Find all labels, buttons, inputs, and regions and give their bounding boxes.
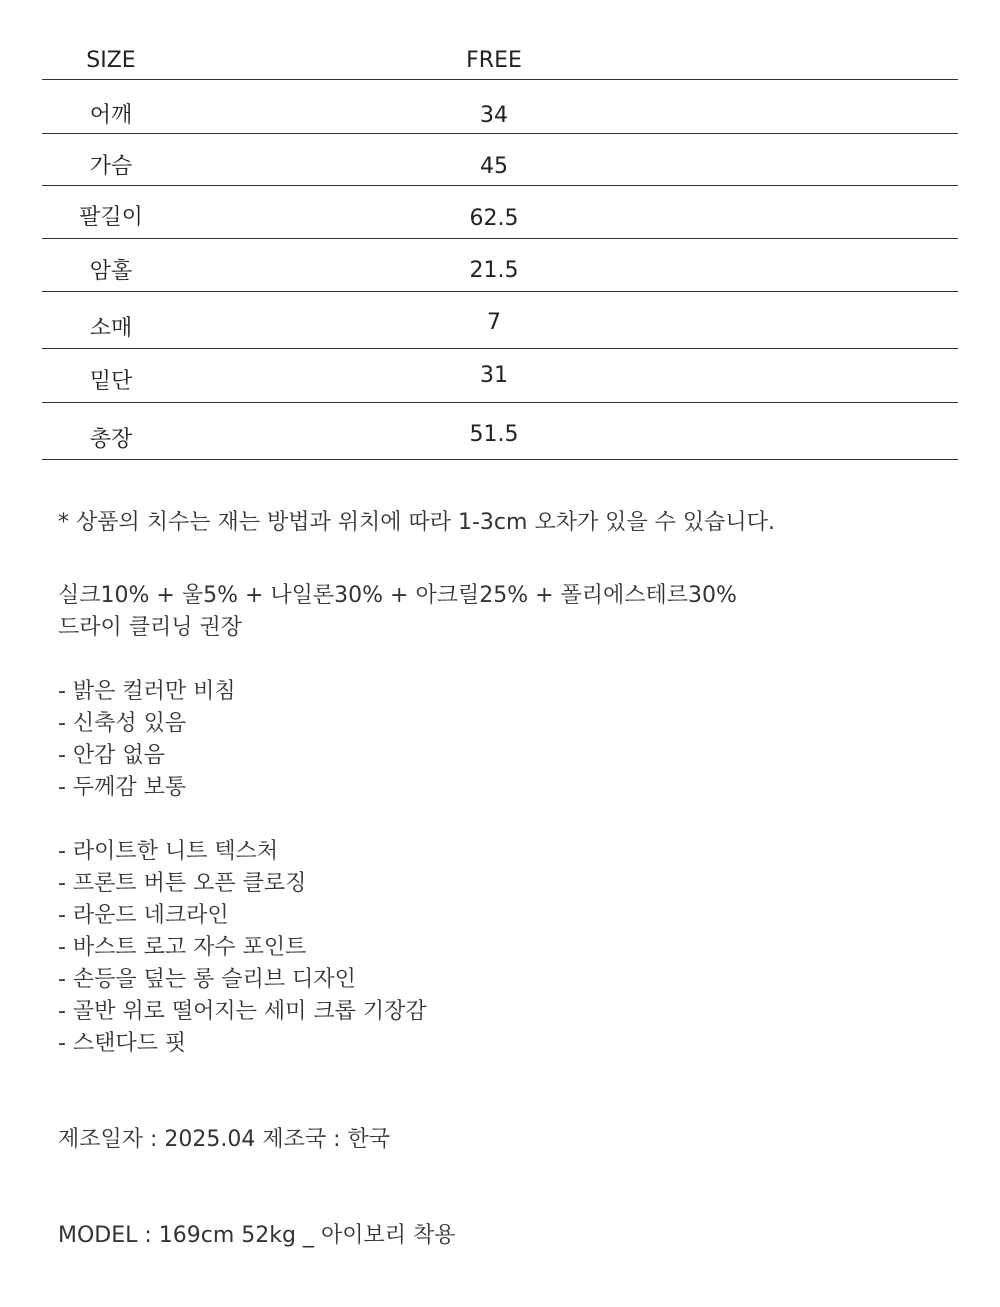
size-row-value: 62.5 [469,206,519,231]
fabric-notes [58,676,236,804]
size-table-header [42,0,958,80]
size-row-total-length [42,403,958,460]
size-row-chest [42,134,958,186]
manufacture-info: 제조일자 : 2025.04 제조국 : 한국 [58,1127,391,1152]
model-info: MODEL : 169cm 52kg _ 아이보리 착용 [58,1223,456,1248]
list-item: - 두께감 보통 [58,775,187,800]
care-instruction: 드라이 클리닝 권장 [58,615,243,640]
size-row-value: 7 [487,310,501,335]
size-row-label: 밑단 [89,369,133,394]
list-item: - 신축성 있음 [58,711,187,736]
size-row-label: 가슴 [89,154,133,179]
size-row-cuff [42,292,958,349]
size-row-shoulder [42,80,958,134]
material-composition: 실크10% + 울5% + 나일론30% + 아크릴25% + 폴리에스테르30% [58,583,737,608]
list-item: - 안감 없음 [58,743,165,768]
size-row-label: 암홀 [89,259,133,284]
size-row-label: 어깨 [89,103,133,128]
list-item: - 라운드 네크라인 [58,903,229,928]
size-header-value: FREE [466,48,522,73]
size-row-sleeve-length [42,186,958,239]
size-notice: * 상품의 치수는 재는 방법과 위치에 따라 1-3cm 오차가 있을 수 있습니다. [58,510,775,535]
size-table [42,0,958,460]
list-item: - 스탠다드 핏 [58,1031,187,1056]
list-item: - 라이트한 니트 텍스처 [58,839,279,864]
size-row-value: 45 [480,154,508,179]
size-row-armhole [42,239,958,292]
list-item: - 손등을 덮는 롱 슬리브 디자인 [58,967,356,992]
size-row-value: 34 [480,103,508,128]
size-row-value: 31 [480,363,508,388]
size-row-value: 51.5 [469,422,519,447]
size-row-label: 총장 [89,427,133,452]
size-row-label: 팔길이 [79,205,143,230]
list-item: - 프론트 버튼 오픈 클로징 [58,871,307,896]
size-row-hem [42,349,958,403]
design-notes [58,836,427,1060]
size-header-label: SIZE [86,48,136,73]
list-item: - 바스트 로고 자수 포인트 [58,935,307,960]
list-item: - 밝은 컬러만 비침 [58,679,236,704]
list-item: - 골반 위로 떨어지는 세미 크롭 기장감 [58,999,427,1024]
size-row-label: 소매 [89,316,133,341]
size-row-value: 21.5 [469,258,519,283]
